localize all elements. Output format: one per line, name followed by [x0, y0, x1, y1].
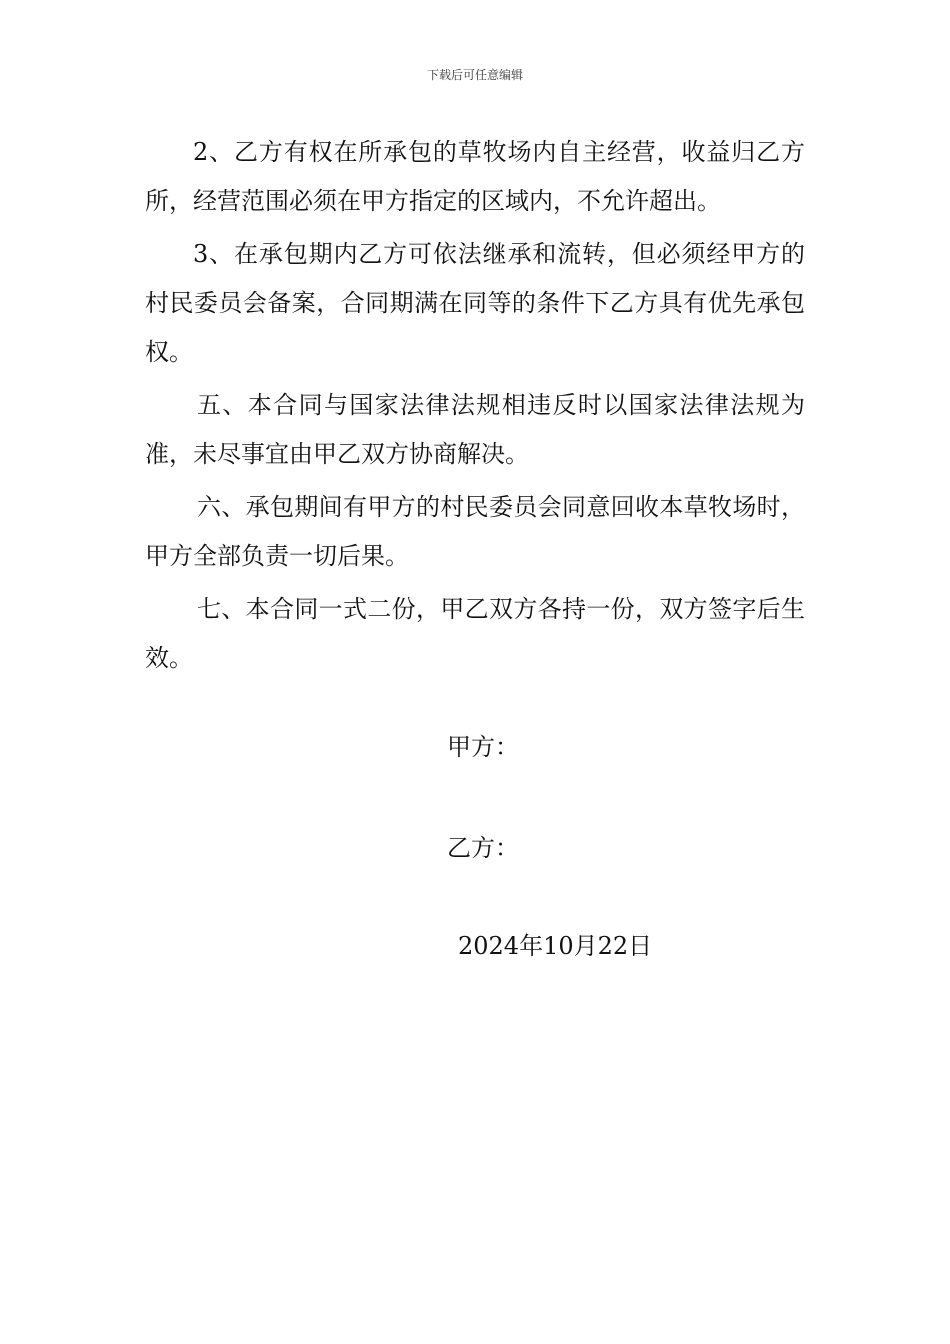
clause-seven: 七、本合同一式二份，甲乙双方各持一份，双方签字后生效。 — [145, 595, 805, 672]
party-b-signature-label: 乙方： — [447, 834, 519, 862]
clause-3: 3、在承包期内乙方可依法继承和流转，但必须经甲方的村民委员会备案，合同期满在同等的条件下乙方具有优先承包权。 — [145, 240, 805, 366]
clause-2: 2、乙方有权在所承包的草牧场内自主经营，收益归乙方所，经营范围必须在甲方指定的区域内，不允许超出。 — [145, 138, 805, 215]
signing-date: 2024年10月22日 — [458, 932, 653, 960]
clause-six: 六、承包期间有甲方的村民委员会同意回收本草牧场时，甲方全部负责一切后果。 — [145, 493, 805, 570]
header-note: 下载后可任意编辑 — [426, 68, 523, 82]
clause-five: 五、本合同与国家法律法规相违反时以国家法律法规为准，未尽事宜由甲乙双方协商解决。 — [145, 391, 805, 468]
contract-body — [145, 128, 805, 687]
party-a-signature-label: 甲方： — [447, 733, 519, 761]
